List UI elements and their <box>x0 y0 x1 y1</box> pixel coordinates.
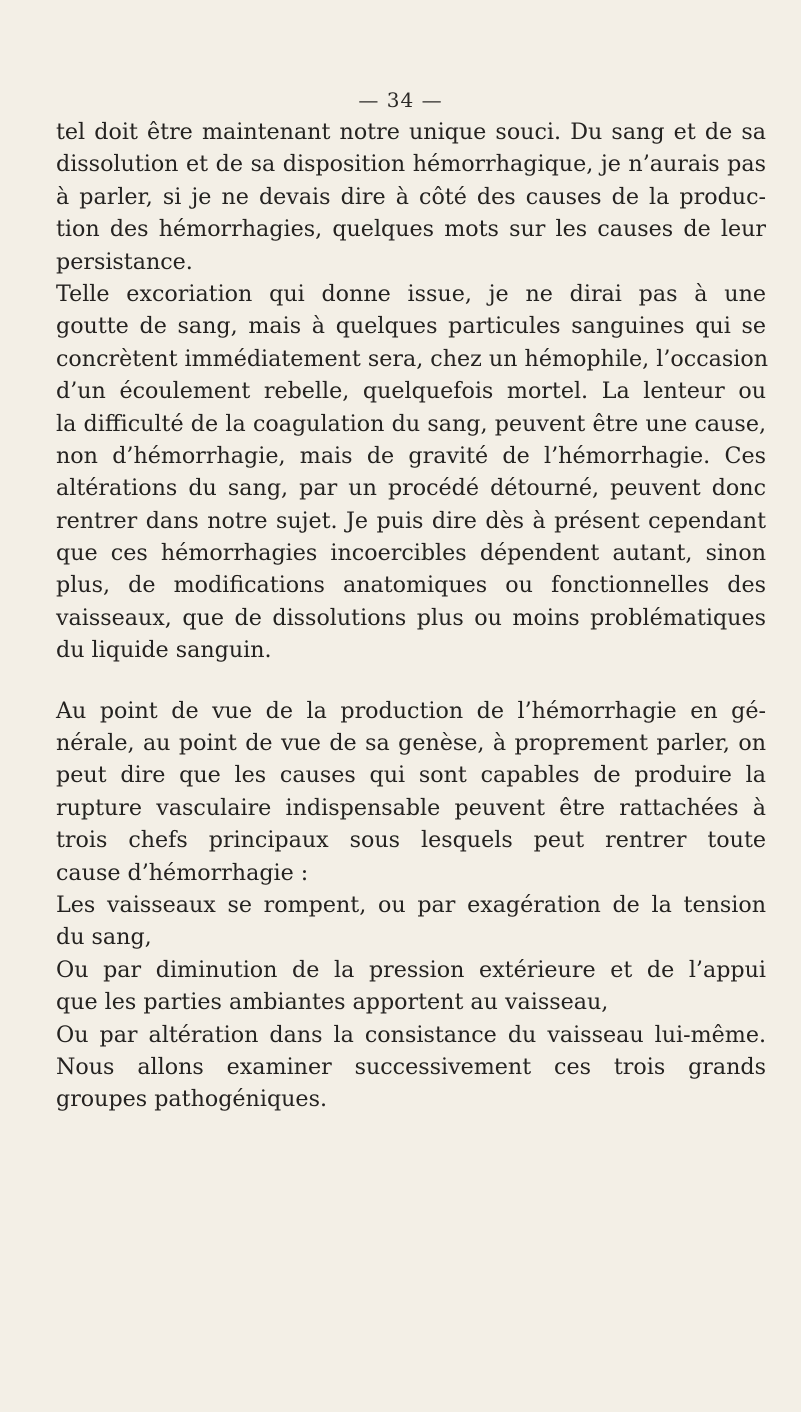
text-line: altérations du sang, par un procédé détourné, peuvent donc <box>56 475 766 502</box>
text-line: plus, de modifications anatomiques ou fonctionnelles des <box>56 572 766 599</box>
text-line: la difficulté de la coagulation du sang, peuvent être une cause, <box>56 410 766 437</box>
text-line: groupes pathogéniques. <box>56 1086 328 1113</box>
text-line: trois chefs principaux sous lesquels peut rentrer toute <box>56 827 766 854</box>
text-line: rupture vasculaire indispensable peuvent être rattachées à <box>56 794 766 821</box>
text-line: d’un écoulement rebelle, quelquefois mortel. La lenteur ou <box>56 378 766 405</box>
text-line: vaisseaux, que de dissolutions plus ou moins problématiques <box>56 604 766 631</box>
text-line: peut dire que les causes qui sont capables de produire la <box>56 762 766 789</box>
paragraph <box>56 1019 766 1051</box>
text-line: Telle excoriation qui donne issue, je ne dirai pas à une <box>56 280 766 307</box>
paragraph <box>56 889 766 954</box>
text-line: Les vaisseaux se rompent, ou par exagération de la tension <box>56 891 766 918</box>
paragraph <box>56 1051 766 1116</box>
text-line: cause d’hémorrhagie : <box>56 859 309 886</box>
text-line: que ces hémorrhagies incoercibles dépendent autant, sinon <box>56 540 766 567</box>
text-line: du liquide sanguin. <box>56 637 272 664</box>
text-line: rentrer dans notre sujet. Je puis dire dès à présent cependant <box>56 507 766 534</box>
paragraph-gap <box>56 667 766 695</box>
body-text <box>56 116 766 1116</box>
text-line: du sang, <box>56 924 152 951</box>
text-line: que les parties ambiantes apportent au vaisseau, <box>56 989 609 1016</box>
text-line: tion des hémorrhagies, quelques mots sur les causes de leur <box>56 216 766 243</box>
text-line: persistance. <box>56 248 193 275</box>
text-line: tel doit être maintenant notre unique souci. Du sang et de sa <box>56 119 766 145</box>
paragraph <box>56 695 766 889</box>
text-line: goutte de sang, mais à quelques particules sanguines qui se <box>56 313 766 340</box>
text-line: nérale, au point de vue de sa genèse, à proprement parler, on <box>56 730 766 757</box>
page-number: — 34 — <box>358 88 443 112</box>
text-line: dissolution et de sa disposition hémorrhagique, je n’aurais pas <box>56 151 766 178</box>
text-line: concrètent immédiatement sera, chez un hémophile, l’occasion <box>56 345 768 372</box>
paragraph <box>56 954 766 1019</box>
text-line: Nous allons examiner successivement ces trois grands <box>56 1053 766 1080</box>
paragraph <box>56 116 766 278</box>
text-line: Au point de vue de la production de l’hémorrhagie en gé- <box>56 697 766 724</box>
text-line: à parler, si je ne devais dire à côté des causes de la produc- <box>56 183 766 210</box>
text-line: non d’hémorrhagie, mais de gravité de l’hémorrhagie. Ces <box>56 442 766 469</box>
paragraph <box>56 278 766 667</box>
text-line: Ou par diminution de la pression extérieure et de l’appui <box>56 956 766 983</box>
text-line: Ou par altération dans la consistance du vaisseau lui-même. <box>56 1021 766 1048</box>
